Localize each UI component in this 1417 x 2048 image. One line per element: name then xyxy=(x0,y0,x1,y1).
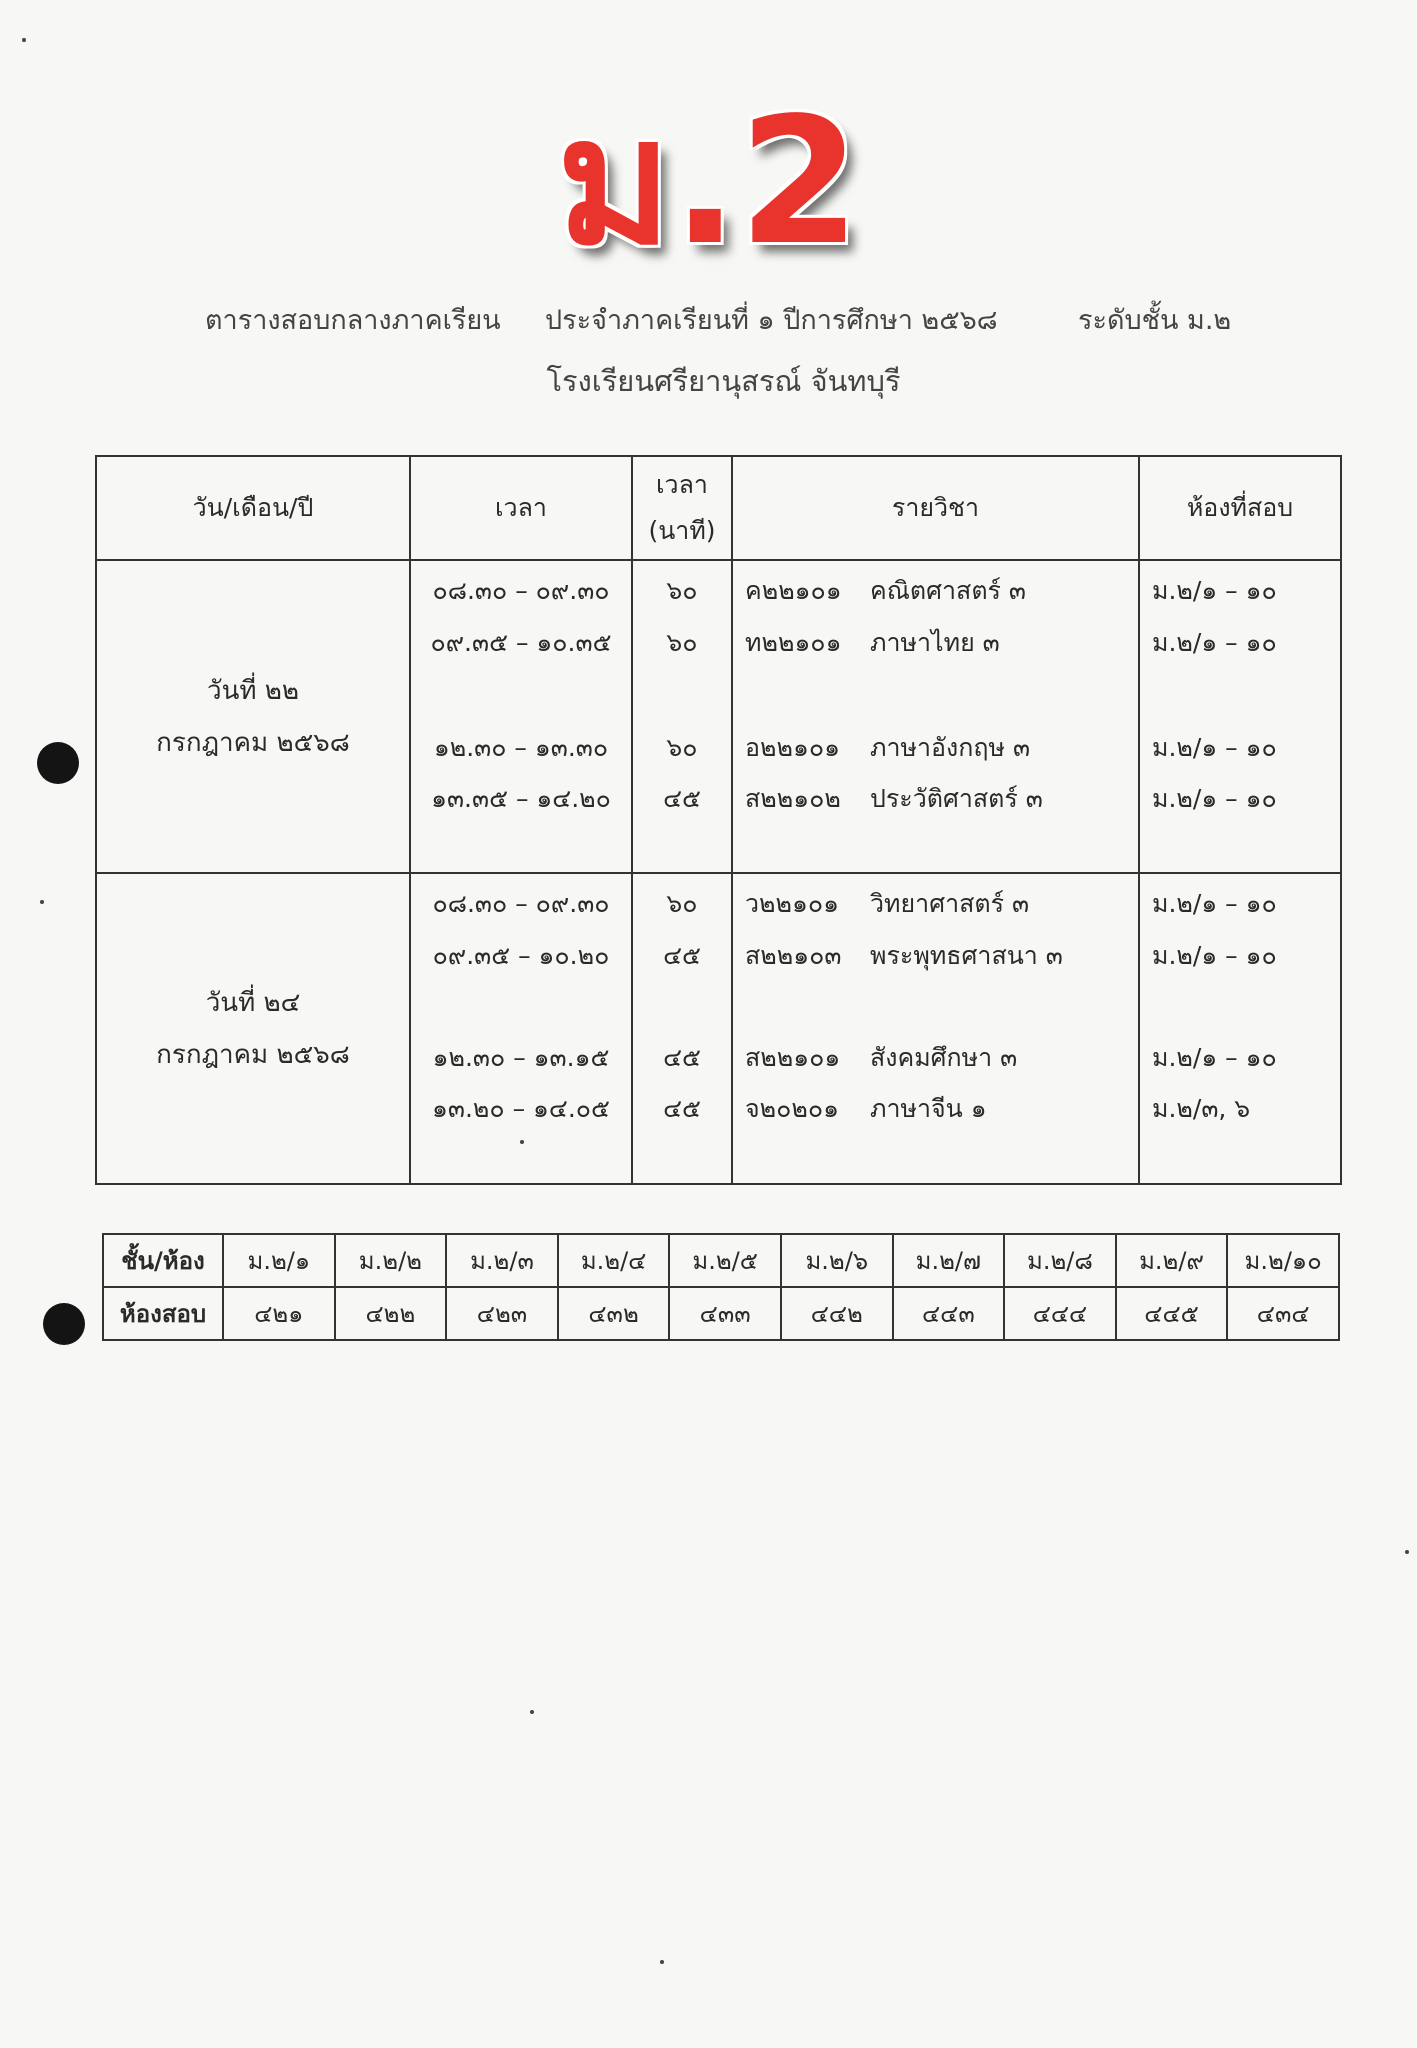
exam-rooms: ม.๒/๑ – ๑๐ xyxy=(1152,941,1277,970)
room-cell: ๔๔๓ xyxy=(893,1287,1005,1340)
col-header-duration xyxy=(632,456,732,560)
subject-code: ส๒๒๑๐๑ xyxy=(745,1043,841,1072)
class-cell: ม.๒/๖ xyxy=(781,1234,893,1287)
day-date xyxy=(96,873,410,1184)
class-row xyxy=(103,1234,1339,1287)
paper-speck xyxy=(530,1710,534,1714)
subject-code: ค๒๒๑๐๑ xyxy=(745,576,842,605)
exam-time: ๐๘.๓๐ – ๐๙.๓๐ xyxy=(432,889,610,918)
exam-subject xyxy=(733,1038,1138,1078)
time-column xyxy=(410,560,632,873)
class-cell: ม.๒/๙ xyxy=(1116,1234,1228,1287)
col-header-time: เวลา xyxy=(410,456,632,560)
exam-time: ๑๒.๓๐ – ๑๓.๓๐ xyxy=(433,733,609,762)
subject-name: วิทยาศาสตร์ ๓ xyxy=(870,889,1030,918)
exam-rooms: ม.๒/๑ – ๑๐ xyxy=(1152,576,1277,605)
exam-subject xyxy=(733,1089,1138,1129)
exam-rooms: ม.๒/๓, ๖ xyxy=(1152,1094,1251,1123)
class-cell: ม.๒/๑๐ xyxy=(1227,1234,1339,1287)
subject-name: ภาษาไทย ๓ xyxy=(870,628,1000,657)
exam-schedule-table xyxy=(95,455,1342,1185)
exam-rooms: ม.๒/๑ – ๑๐ xyxy=(1152,784,1277,813)
exam-subject xyxy=(733,571,1138,611)
header-exam-type: ตารางสอบกลางภาคเรียน xyxy=(205,305,501,336)
class-cell: ม.๒/๗ xyxy=(893,1234,1005,1287)
room-cell: ๔๔๒ xyxy=(781,1287,893,1340)
exam-minutes: ๔๕ xyxy=(663,1094,701,1123)
subject-name: ประวัติศาสตร์ ๓ xyxy=(870,784,1043,813)
class-cell: ม.๒/๔ xyxy=(558,1234,670,1287)
school-name: โรงเรียนศรียานุสรณ์ จันทบุรี xyxy=(546,364,901,398)
class-cell: ม.๒/๕ xyxy=(669,1234,781,1287)
subject-code: ส๒๒๑๐๓ xyxy=(745,941,842,970)
subject-code: ส๒๒๑๐๒ xyxy=(745,784,841,813)
exam-minutes: ๔๕ xyxy=(663,1043,701,1072)
col-header-room: ห้องที่สอบ xyxy=(1139,456,1341,560)
exam-rooms: ม.๒/๑ – ๑๐ xyxy=(1152,1043,1277,1072)
room-cell: ๔๔๕ xyxy=(1116,1287,1228,1340)
room-column xyxy=(1139,560,1341,873)
room-cell: ๔๓๓ xyxy=(669,1287,781,1340)
exam-time: ๐๙.๓๕ – ๑๐.๒๐ xyxy=(432,941,610,970)
subject-column xyxy=(732,873,1139,1184)
col-header-duration-line2: (นาที) xyxy=(648,516,716,545)
paper-speck xyxy=(1405,1550,1409,1554)
exam-minutes: ๖๐ xyxy=(666,889,698,918)
exam-time: ๑๓.๓๕ – ๑๔.๒๐ xyxy=(431,784,611,813)
col-header-subject: รายวิชา xyxy=(732,456,1139,560)
paper-speck xyxy=(22,38,26,42)
room-cell: ๔๓๒ xyxy=(558,1287,670,1340)
exam-minutes: ๖๐ xyxy=(666,628,698,657)
exam-subject xyxy=(733,936,1138,976)
schedule-day-row xyxy=(96,873,1341,1184)
subject-code: อ๒๒๑๐๑ xyxy=(745,733,840,762)
duration-column xyxy=(632,873,732,1184)
subject-code: จ๒๐๒๐๑ xyxy=(745,1094,839,1123)
subject-code: ท๒๒๑๐๑ xyxy=(745,628,842,657)
day-number: วันที่ ๒๒ xyxy=(206,675,300,706)
class-cell: ม.๒/๘ xyxy=(1004,1234,1116,1287)
exam-minutes: ๖๐ xyxy=(666,576,698,605)
exam-minutes: ๔๕ xyxy=(663,784,701,813)
room-cell: ๔๔๔ xyxy=(1004,1287,1116,1340)
day-month-year: กรกฎาคม ๒๕๖๘ xyxy=(156,1039,350,1070)
page-title: ม.2 xyxy=(556,81,861,284)
subject-code: ว๒๒๑๐๑ xyxy=(745,889,839,918)
exam-minutes: ๔๕ xyxy=(663,941,701,970)
room-cell: ๔๒๑ xyxy=(223,1287,335,1340)
room-label: ห้องสอบ xyxy=(103,1287,223,1340)
schedule-day-row xyxy=(96,560,1341,873)
exam-time: ๐๙.๓๕ – ๑๐.๓๕ xyxy=(430,628,612,657)
punch-hole xyxy=(37,742,79,784)
time-column xyxy=(410,873,632,1184)
exam-subject xyxy=(733,728,1138,768)
room-cell: ๔๓๔ xyxy=(1227,1287,1339,1340)
exam-rooms: ม.๒/๑ – ๑๐ xyxy=(1152,628,1277,657)
exam-minutes: ๖๐ xyxy=(666,733,698,762)
day-date xyxy=(96,560,410,873)
exam-time: ๑๓.๒๐ – ๑๔.๐๕ xyxy=(432,1094,610,1123)
class-cell: ม.๒/๓ xyxy=(446,1234,558,1287)
room-cell: ๔๒๓ xyxy=(446,1287,558,1340)
duration-column xyxy=(632,560,732,873)
exam-time: ๑๒.๓๐ – ๑๓.๑๕ xyxy=(432,1043,610,1072)
exam-time: ๐๘.๓๐ – ๐๙.๓๐ xyxy=(432,576,610,605)
col-header-date: วัน/เดือน/ปี xyxy=(96,456,410,560)
subject-column xyxy=(732,560,1139,873)
day-month-year: กรกฎาคม ๒๕๖๘ xyxy=(156,727,350,758)
day-number: วันที่ ๒๔ xyxy=(205,987,301,1018)
room-cell: ๔๒๒ xyxy=(335,1287,447,1340)
class-cell: ม.๒/๑ xyxy=(223,1234,335,1287)
paper-speck xyxy=(520,1140,524,1144)
paper-speck xyxy=(660,1960,664,1964)
exam-rooms: ม.๒/๑ – ๑๐ xyxy=(1152,889,1277,918)
header-level: ระดับชั้น ม.๒ xyxy=(1078,305,1232,336)
room-column xyxy=(1139,873,1341,1184)
room-assignment-table xyxy=(102,1233,1340,1341)
subject-name: ภาษาจีน ๑ xyxy=(870,1094,987,1123)
room-row xyxy=(103,1287,1339,1340)
subject-name: สังคมศึกษา ๓ xyxy=(870,1043,1018,1072)
exam-subject xyxy=(733,884,1138,924)
punch-hole xyxy=(43,1303,85,1345)
subject-name: พระพุทธศาสนา ๓ xyxy=(870,941,1063,970)
subject-name: ภาษาอังกฤษ ๓ xyxy=(870,733,1031,762)
exam-subject xyxy=(733,779,1138,819)
subject-name: คณิตศาสตร์ ๓ xyxy=(870,576,1027,605)
paper-speck xyxy=(40,900,44,904)
header-semester: ประจำภาคเรียนที่ ๑ ปีการศึกษา ๒๕๖๘ xyxy=(545,305,998,336)
exam-rooms: ม.๒/๑ – ๑๐ xyxy=(1152,733,1277,762)
class-label: ชั้น/ห้อง xyxy=(103,1234,223,1287)
class-cell: ม.๒/๒ xyxy=(335,1234,447,1287)
schedule-header-row xyxy=(96,456,1341,560)
exam-subject xyxy=(733,623,1138,663)
col-header-duration-line1: เวลา xyxy=(656,470,708,499)
